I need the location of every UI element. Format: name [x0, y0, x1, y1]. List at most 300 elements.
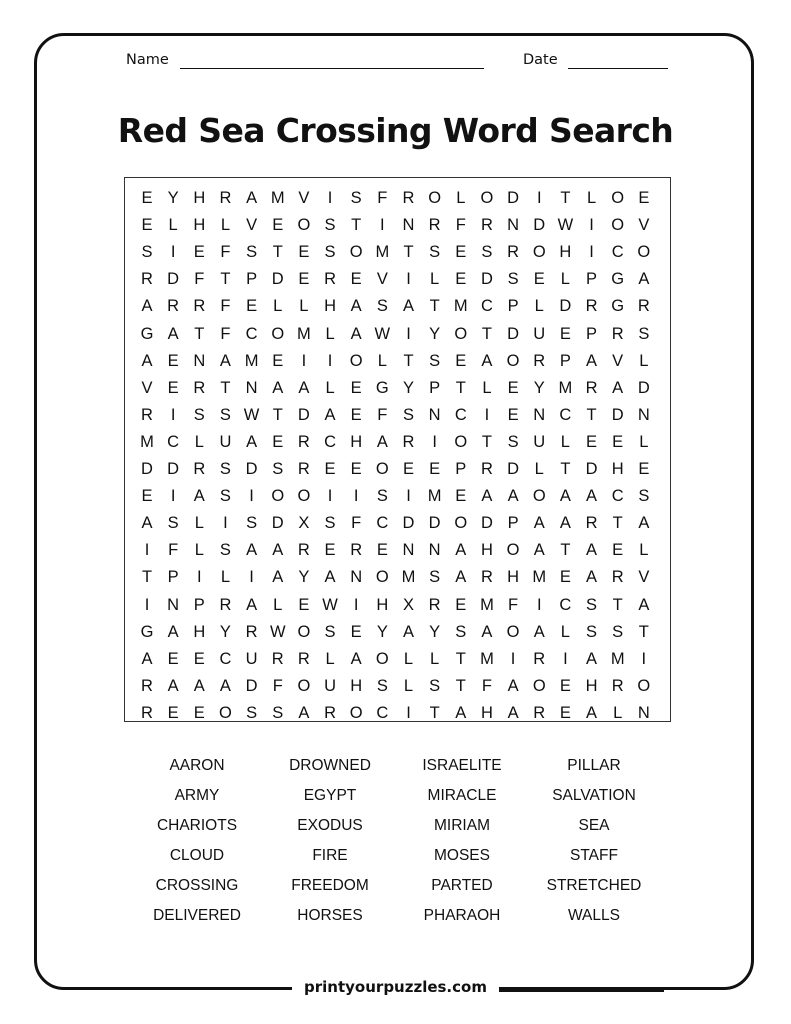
grid-letter: E	[559, 676, 571, 695]
grid-letter: R	[219, 189, 232, 207]
grid-letter: N	[245, 378, 258, 397]
footer-text: printyourpuzzles.com	[292, 978, 499, 996]
grid-letter: O	[454, 432, 468, 451]
grid-letter: I	[223, 514, 228, 533]
grid-letter: R	[324, 703, 336, 722]
grid-letter: H	[611, 460, 624, 478]
grid-letter: V	[141, 378, 153, 397]
grid-letter: S	[324, 622, 336, 641]
grid-letter: R	[402, 432, 415, 451]
grid-letter: O	[454, 324, 468, 343]
grid-letter: O	[532, 487, 546, 506]
grid-letter: A	[376, 432, 388, 451]
grid-letter: R	[141, 676, 153, 695]
grid-letter: I	[249, 568, 254, 587]
grid-letter: I	[170, 243, 176, 262]
grid-letter: H	[507, 568, 520, 587]
grid-letter: I	[170, 405, 176, 424]
grid-letter: L	[639, 541, 649, 560]
grid-letter: A	[586, 568, 598, 587]
grid-letter: A	[638, 514, 650, 533]
grid-letter: O	[480, 189, 494, 207]
grid-letter: F	[455, 216, 466, 235]
grid-letter: D	[480, 514, 493, 533]
grid-letter: C	[559, 405, 572, 424]
grid-letter: A	[272, 568, 284, 587]
grid-letter: E	[141, 216, 153, 235]
grid-letter: E	[193, 649, 205, 668]
grid-letter: I	[641, 649, 647, 668]
grid-letter: A	[350, 297, 362, 316]
grid-letter: L	[613, 703, 623, 722]
grid-letter: E	[586, 432, 598, 451]
grid-letter: E	[455, 351, 467, 370]
grid-letter: A	[219, 351, 231, 370]
grid-letter: L	[430, 270, 440, 289]
grid-letter: T	[455, 676, 466, 695]
grid-letter: E	[350, 460, 362, 478]
grid-letter: M	[375, 243, 390, 262]
grid-letter: E	[350, 405, 362, 424]
grid-row	[125, 646, 670, 673]
grid-letter: G	[375, 378, 389, 397]
grid-letter: E	[298, 270, 310, 289]
grid-letter: M	[244, 351, 259, 370]
grid-letter: A	[559, 514, 571, 533]
grid-letter: R	[141, 270, 153, 289]
grid-letter: A	[298, 703, 310, 722]
word-list-item: PARTED	[431, 877, 493, 894]
grid-letter: L	[273, 595, 283, 614]
grid-letter: R	[245, 622, 258, 641]
word-list-item: MIRIAM	[434, 817, 490, 834]
grid-letter: A	[455, 703, 467, 722]
grid-letter: D	[402, 514, 415, 533]
grid-letter: Y	[298, 568, 310, 587]
grid-letter: I	[170, 487, 176, 506]
grid-letter: P	[193, 595, 205, 614]
grid-letter: V	[612, 351, 624, 370]
grid-letter: A	[141, 514, 153, 533]
grid-letter: E	[141, 189, 153, 207]
grid-letter: P	[586, 270, 598, 289]
grid-letter: M	[297, 324, 311, 343]
grid-letter: E	[193, 703, 205, 722]
grid-letter: N	[167, 595, 180, 614]
grid-letter: T	[403, 243, 414, 262]
grid-row	[125, 700, 670, 727]
grid-letter: I	[327, 189, 333, 207]
grid-letter: C	[480, 297, 493, 316]
grid-letter: O	[532, 243, 546, 262]
grid-letter: O	[637, 676, 651, 695]
grid-letter: M	[480, 649, 494, 668]
word-list-item: EXODUS	[297, 817, 363, 834]
grid-letter: L	[220, 216, 231, 235]
grid-letter: U	[533, 324, 546, 343]
word-list-item: HORSES	[297, 907, 363, 924]
grid-letter: G	[611, 270, 625, 289]
grid-letter: A	[481, 622, 493, 641]
name-line	[180, 68, 484, 69]
grid-letter: F	[194, 270, 205, 289]
grid-letter: O	[506, 351, 520, 370]
grid-letter: L	[325, 649, 335, 668]
grid-letter: A	[586, 541, 598, 560]
grid-letter: O	[506, 541, 520, 560]
grid-letter: I	[432, 432, 437, 451]
grid-letter: N	[402, 541, 415, 560]
grid-letter: L	[220, 568, 231, 587]
grid-letter: E	[350, 270, 362, 289]
grid-letter: R	[428, 595, 441, 614]
grid-letter: C	[245, 324, 258, 343]
grid-letter: D	[428, 514, 441, 533]
grid-letter: D	[167, 460, 180, 478]
grid-letter: M	[401, 568, 416, 587]
grid-letter: O	[532, 676, 546, 695]
grid-letter: V	[638, 216, 650, 235]
grid-letter: O	[611, 189, 625, 207]
grid-row	[125, 456, 670, 483]
grid-letter: A	[298, 378, 310, 397]
word-list-item: EGYPT	[303, 787, 357, 804]
grid-row	[125, 266, 670, 293]
grid-letter: M	[558, 378, 573, 397]
grid-letter: O	[271, 487, 285, 506]
grid-letter: I	[144, 541, 150, 560]
grid-letter: A	[533, 514, 545, 533]
grid-letter: C	[376, 514, 389, 533]
grid-letter: I	[406, 270, 411, 289]
grid-letter: E	[167, 649, 179, 668]
grid-letter: S	[219, 460, 231, 478]
grid-letter: S	[193, 405, 205, 424]
grid-letter: D	[271, 514, 284, 533]
word-list-item: CROSSING	[155, 877, 239, 894]
grid-letter: A	[507, 703, 519, 722]
grid-letter: O	[506, 622, 520, 641]
grid-letter: C	[454, 405, 467, 424]
grid-letter: V	[246, 216, 258, 235]
grid-letter: P	[455, 460, 467, 478]
grid-letter: N	[428, 405, 441, 424]
grid-letter: A	[586, 703, 598, 722]
grid-letter: M	[453, 297, 468, 316]
grid-letter: C	[167, 432, 180, 451]
word-list-item: ARMY	[174, 787, 220, 804]
grid-letter: E	[533, 270, 545, 289]
grid-letter: E	[298, 243, 310, 262]
grid-letter: A	[533, 541, 545, 560]
grid-letter: I	[249, 487, 254, 506]
grid-letter: A	[324, 405, 336, 424]
grid-letter: D	[480, 270, 493, 289]
grid-letter: O	[349, 703, 363, 722]
grid-letter: D	[167, 270, 180, 289]
grid-letter: M	[270, 189, 285, 207]
grid-letter: T	[638, 622, 649, 641]
grid-letter: O	[454, 514, 468, 533]
grid-letter: G	[611, 297, 625, 316]
grid-letter: D	[507, 460, 520, 478]
grid-letter: R	[271, 649, 284, 668]
grid-letter: A	[272, 378, 284, 397]
word-list-item: WALLS	[568, 907, 620, 924]
grid-letter: L	[168, 216, 178, 235]
grid-letter: T	[455, 649, 466, 668]
grid-letter: R	[297, 649, 310, 668]
grid-letter: E	[167, 351, 179, 370]
grid-letter: T	[560, 189, 571, 207]
grid-letter: S	[481, 243, 493, 262]
grid-letter: C	[611, 487, 624, 506]
grid-letter: E	[350, 622, 362, 641]
word-list-item: SEA	[578, 817, 610, 834]
grid-letter: I	[353, 595, 359, 614]
grid-letter: R	[297, 460, 310, 478]
grid-letter: T	[272, 405, 283, 424]
grid-letter: R	[402, 189, 415, 207]
grid-letter: E	[455, 487, 467, 506]
grid-letter: S	[219, 541, 231, 560]
grid-letter: S	[612, 622, 624, 641]
grid-letter: E	[298, 595, 310, 614]
grid-letter: N	[402, 216, 415, 235]
grid-letter: O	[297, 622, 311, 641]
grid-letter: I	[197, 568, 202, 587]
grid-letter: N	[507, 216, 520, 235]
grid-letter: A	[481, 351, 493, 370]
grid-letter: O	[375, 649, 389, 668]
page-title: Red Sea Crossing Word Search	[117, 111, 674, 150]
grid-letter: D	[245, 460, 258, 478]
grid-letter: X	[402, 595, 414, 614]
grid-letter: M	[610, 649, 625, 668]
grid-letter: R	[480, 216, 493, 235]
grid-letter: S	[324, 243, 336, 262]
grid-letter: S	[586, 595, 598, 614]
grid-letter: W	[557, 216, 574, 235]
grid-letter: R	[507, 243, 520, 262]
grid-letter: S	[167, 514, 179, 533]
grid-letter: N	[637, 703, 650, 722]
grid-letter: T	[481, 432, 492, 451]
grid-letter: Y	[533, 378, 545, 397]
grid-letter: I	[327, 487, 333, 506]
grid-letter: G	[140, 324, 154, 343]
grid-letter: A	[246, 432, 258, 451]
grid-letter: T	[560, 541, 571, 560]
grid-row	[125, 592, 670, 619]
grid-letter: S	[376, 297, 388, 316]
grid-letter: O	[375, 568, 389, 587]
grid-letter: L	[639, 351, 649, 370]
grid-letter: S	[324, 216, 336, 235]
grid-letter: I	[380, 216, 385, 235]
word-list-item: FREEDOM	[291, 877, 369, 894]
grid-letter: L	[456, 189, 466, 207]
grid-letter: A	[272, 541, 284, 560]
grid-letter: I	[536, 595, 542, 614]
grid-letter: S	[219, 405, 231, 424]
grid-letter: A	[219, 676, 231, 695]
grid-letter: E	[559, 324, 571, 343]
grid-letter: D	[585, 460, 598, 478]
grid-letter: S	[429, 243, 441, 262]
grid-letter: T	[429, 297, 440, 316]
grid-letter: E	[402, 460, 414, 478]
grid-row	[125, 239, 670, 266]
grid-row	[125, 321, 670, 348]
grid-letter: T	[481, 324, 492, 343]
grid-letter: L	[194, 432, 204, 451]
grid-letter: E	[429, 460, 441, 478]
grid-letter: E	[167, 378, 179, 397]
grid-letter: I	[406, 487, 411, 506]
grid-letter: A	[507, 676, 519, 695]
grid-letter: L	[560, 270, 570, 289]
letter-grid	[124, 177, 671, 722]
grid-letter: T	[220, 270, 231, 289]
grid-letter: A	[559, 487, 571, 506]
grid-letter: F	[220, 297, 231, 316]
grid-letter: A	[481, 487, 493, 506]
grid-letter: V	[298, 189, 310, 207]
grid-letter: F	[168, 541, 179, 560]
grid-letter: W	[243, 405, 260, 424]
word-list-item: DROWNED	[289, 757, 371, 774]
grid-row	[125, 673, 670, 700]
grid-letter: I	[589, 216, 594, 235]
grid-letter: A	[141, 649, 153, 668]
grid-letter: A	[167, 676, 179, 695]
word-list-item: MIRACLE	[427, 787, 497, 804]
grid-letter: F	[220, 243, 231, 262]
grid-letter: I	[301, 351, 307, 370]
grid-letter: V	[638, 568, 650, 587]
grid-letter: C	[611, 243, 624, 262]
grid-row	[125, 429, 670, 456]
grid-letter: I	[353, 487, 359, 506]
footer-credit	[0, 978, 791, 996]
grid-letter: A	[612, 378, 624, 397]
grid-letter: T	[272, 243, 283, 262]
grid-letter: E	[246, 297, 258, 316]
grid-letter: R	[533, 649, 546, 668]
grid-letter: L	[325, 378, 335, 397]
grid-letter: L	[560, 622, 570, 641]
grid-letter: H	[480, 703, 493, 722]
grid-letter: P	[507, 514, 519, 533]
grid-letter: C	[219, 649, 232, 668]
grid-letter: R	[611, 324, 624, 343]
word-list-item: DELIVERED	[153, 907, 241, 924]
grid-letter: R	[480, 568, 493, 587]
grid-letter: P	[586, 324, 598, 343]
grid-letter: F	[481, 676, 492, 695]
grid-letter: H	[350, 432, 363, 451]
grid-row	[125, 537, 670, 564]
grid-letter: A	[638, 595, 650, 614]
grid-letter: O	[349, 243, 363, 262]
grid-letter: H	[193, 216, 206, 235]
grid-letter: U	[219, 432, 232, 451]
grid-letter: C	[376, 703, 389, 722]
grid-letter: O	[297, 487, 311, 506]
grid-letter: O	[297, 216, 311, 235]
grid-letter: R	[533, 703, 546, 722]
grid-letter: T	[455, 378, 466, 397]
grid-letter: X	[298, 514, 310, 533]
grid-letter: I	[406, 324, 411, 343]
grid-letter: H	[350, 676, 363, 695]
grid-letter: Y	[219, 622, 231, 641]
grid-letter: R	[637, 297, 650, 316]
grid-letter: I	[563, 649, 568, 668]
grid-letter: U	[533, 432, 546, 451]
grid-letter: L	[403, 649, 414, 668]
word-list-item: STAFF	[570, 847, 618, 864]
grid-letter: E	[612, 541, 624, 560]
word-list-item: CHARIOTS	[156, 817, 238, 834]
grid-letter: A	[586, 487, 598, 506]
grid-letter: A	[638, 270, 650, 289]
grid-letter: E	[559, 703, 571, 722]
grid-letter: S	[507, 270, 519, 289]
grid-letter: A	[455, 568, 467, 587]
grid-letter: A	[402, 297, 414, 316]
grid-letter: I	[144, 595, 150, 614]
grid-letter: Y	[402, 378, 414, 397]
grid-letter: F	[377, 405, 388, 424]
grid-letter: Y	[167, 189, 179, 207]
grid-letter: H	[585, 676, 598, 695]
grid-letter: T	[194, 324, 205, 343]
grid-letter: A	[193, 676, 205, 695]
grid-letter: L	[482, 378, 492, 397]
grid-letter: T	[429, 703, 440, 722]
grid-letter: S	[246, 703, 258, 722]
grid-letter: E	[455, 243, 467, 262]
grid-letter: Y	[376, 622, 388, 641]
grid-letter: R	[219, 595, 232, 614]
grid-letter: S	[586, 622, 598, 641]
grid-letter: N	[533, 405, 546, 424]
grid-letter: P	[507, 297, 519, 316]
grid-letter: N	[637, 405, 650, 424]
grid-letter: E	[376, 541, 388, 560]
grid-letter: T	[351, 216, 362, 235]
grid-letter: A	[246, 189, 258, 207]
grid-letter: L	[299, 297, 309, 316]
grid-letter: H	[559, 243, 572, 262]
grid-letter: R	[585, 378, 598, 397]
word-list-item: ISRAELITE	[422, 757, 502, 774]
grid-letter: O	[271, 324, 285, 343]
grid-letter: R	[297, 541, 310, 560]
grid-letter: H	[480, 541, 493, 560]
grid-letter: P	[429, 378, 441, 397]
grid-letter: S	[272, 460, 284, 478]
word-list-item: PILLAR	[567, 757, 621, 774]
grid-letter: I	[484, 405, 490, 424]
grid-letter: R	[193, 378, 206, 397]
grid-letter: L	[403, 676, 414, 695]
grid-letter: H	[376, 595, 389, 614]
grid-letter: S	[638, 324, 650, 343]
grid-row	[125, 564, 670, 591]
